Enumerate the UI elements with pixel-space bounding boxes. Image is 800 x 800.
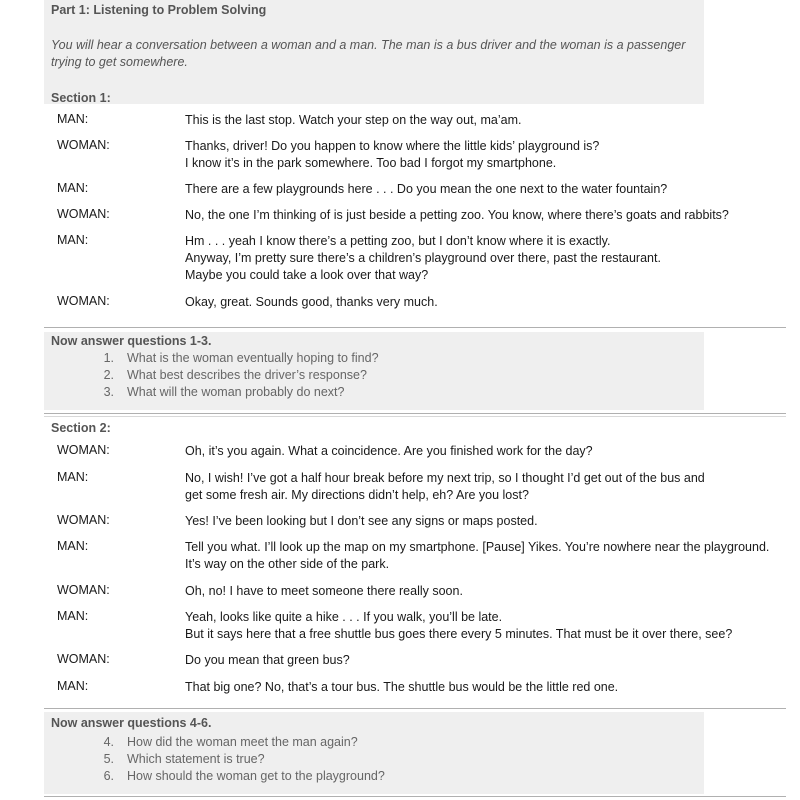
question-text: How should the woman get to the playground?	[127, 769, 385, 783]
speaker-label: WOMAN:	[57, 583, 110, 597]
speaker-label: MAN:	[57, 112, 89, 126]
divider	[44, 413, 786, 414]
dialogue-line: Yes! I’ve been looking but I don’t see any signs or maps posted.	[185, 514, 538, 528]
questions-1-title: Now answer questions 1-3.	[51, 334, 212, 348]
question-text: What will the woman probably do next?	[127, 385, 345, 399]
dialogue-line: It’s way on the other side of the park.	[185, 557, 390, 571]
question-text: Which statement is true?	[127, 752, 265, 766]
speaker-label: MAN:	[57, 609, 89, 623]
question-number: 5.	[103, 752, 114, 766]
question-number: 2.	[103, 368, 114, 382]
question-text: How did the woman meet the man again?	[127, 735, 358, 749]
speaker-label: WOMAN:	[57, 207, 110, 221]
question-text: What best describes the driver’s response?	[127, 368, 367, 382]
dialogue-line: Yeah, looks like quite a hike . . . If you walk, you’ll be late.	[185, 610, 503, 624]
dialogue-line: This is the last stop. Watch your step on the way out, ma’am.	[185, 113, 522, 127]
dialogue-line: I know it’s in the park somewhere. Too bad I forgot my smartphone.	[185, 156, 557, 170]
question-number: 3.	[103, 385, 114, 399]
intro-line-1: You will hear a conversation between a woman and a man. The man is a bus driver and the woman is a passenger	[51, 38, 686, 52]
speaker-label: MAN:	[57, 233, 89, 247]
dialogue-line: But it says here that a free shuttle bus goes there every 5 minutes. That must be it over there, see?	[185, 627, 733, 641]
dialogue-line: Maybe you could take a look over that way?	[185, 268, 429, 282]
part-title: Part 1: Listening to Problem Solving	[51, 3, 267, 17]
dialogue-line: Oh, no! I have to meet someone there really soon.	[185, 584, 463, 598]
dialogue-line: Oh, it’s you again. What a coincidence. Are you finished work for the day?	[185, 444, 593, 458]
divider	[44, 796, 786, 797]
question-number: 6.	[103, 769, 114, 783]
dialogue-line: No, I wish! I’ve got a half hour break before my next trip, so I thought I’d get out of the bus and	[185, 471, 705, 485]
section-2-title: Section 2:	[51, 421, 111, 435]
section-1-title: Section 1:	[51, 91, 111, 105]
speaker-label: WOMAN:	[57, 443, 110, 457]
question-number: 4.	[103, 735, 114, 749]
intro-line-2: trying to get somewhere.	[51, 55, 188, 69]
dialogue-line: get some fresh air. My directions didn’t help, eh? Are you lost?	[185, 488, 529, 502]
question-text: What is the woman eventually hoping to find?	[127, 351, 379, 365]
question-number: 1.	[103, 351, 114, 365]
speaker-label: MAN:	[57, 470, 89, 484]
dialogue-line: Tell you what. I’ll look up the map on my smartphone. [Pause] Yikes. You’re nowhere near the playground.	[185, 540, 770, 554]
dialogue-line: Okay, great. Sounds good, thanks very much.	[185, 295, 438, 309]
divider	[44, 416, 786, 417]
speaker-label: WOMAN:	[57, 138, 110, 152]
dialogue-line: That big one? No, that’s a tour bus. The shuttle bus would be the little red one.	[185, 680, 619, 694]
divider	[44, 327, 786, 328]
questions-2-title: Now answer questions 4-6.	[51, 716, 212, 730]
dialogue-line: Thanks, driver! Do you happen to know where the little kids’ playground is?	[185, 139, 600, 153]
speaker-label: MAN:	[57, 539, 89, 553]
dialogue-line: Hm . . . yeah I know there’s a petting zoo, but I don’t know where it is exactly.	[185, 234, 611, 248]
speaker-label: WOMAN:	[57, 294, 110, 308]
dialogue-line: Do you mean that green bus?	[185, 653, 350, 667]
dialogue-line: Anyway, I’m pretty sure there’s a children’s playground over there, past the restaurant.	[185, 251, 661, 265]
dialogue-line: There are a few playgrounds here . . . Do you mean the one next to the water fountain?	[185, 182, 668, 196]
speaker-label: WOMAN:	[57, 513, 110, 527]
speaker-label: MAN:	[57, 679, 89, 693]
dialogue-line: No, the one I’m thinking of is just beside a petting zoo. You know, where there’s goats and rabbits?	[185, 208, 729, 222]
intro-text	[51, 37, 711, 71]
speaker-label: MAN:	[57, 181, 89, 195]
divider	[44, 708, 786, 709]
speaker-label: WOMAN:	[57, 652, 110, 666]
